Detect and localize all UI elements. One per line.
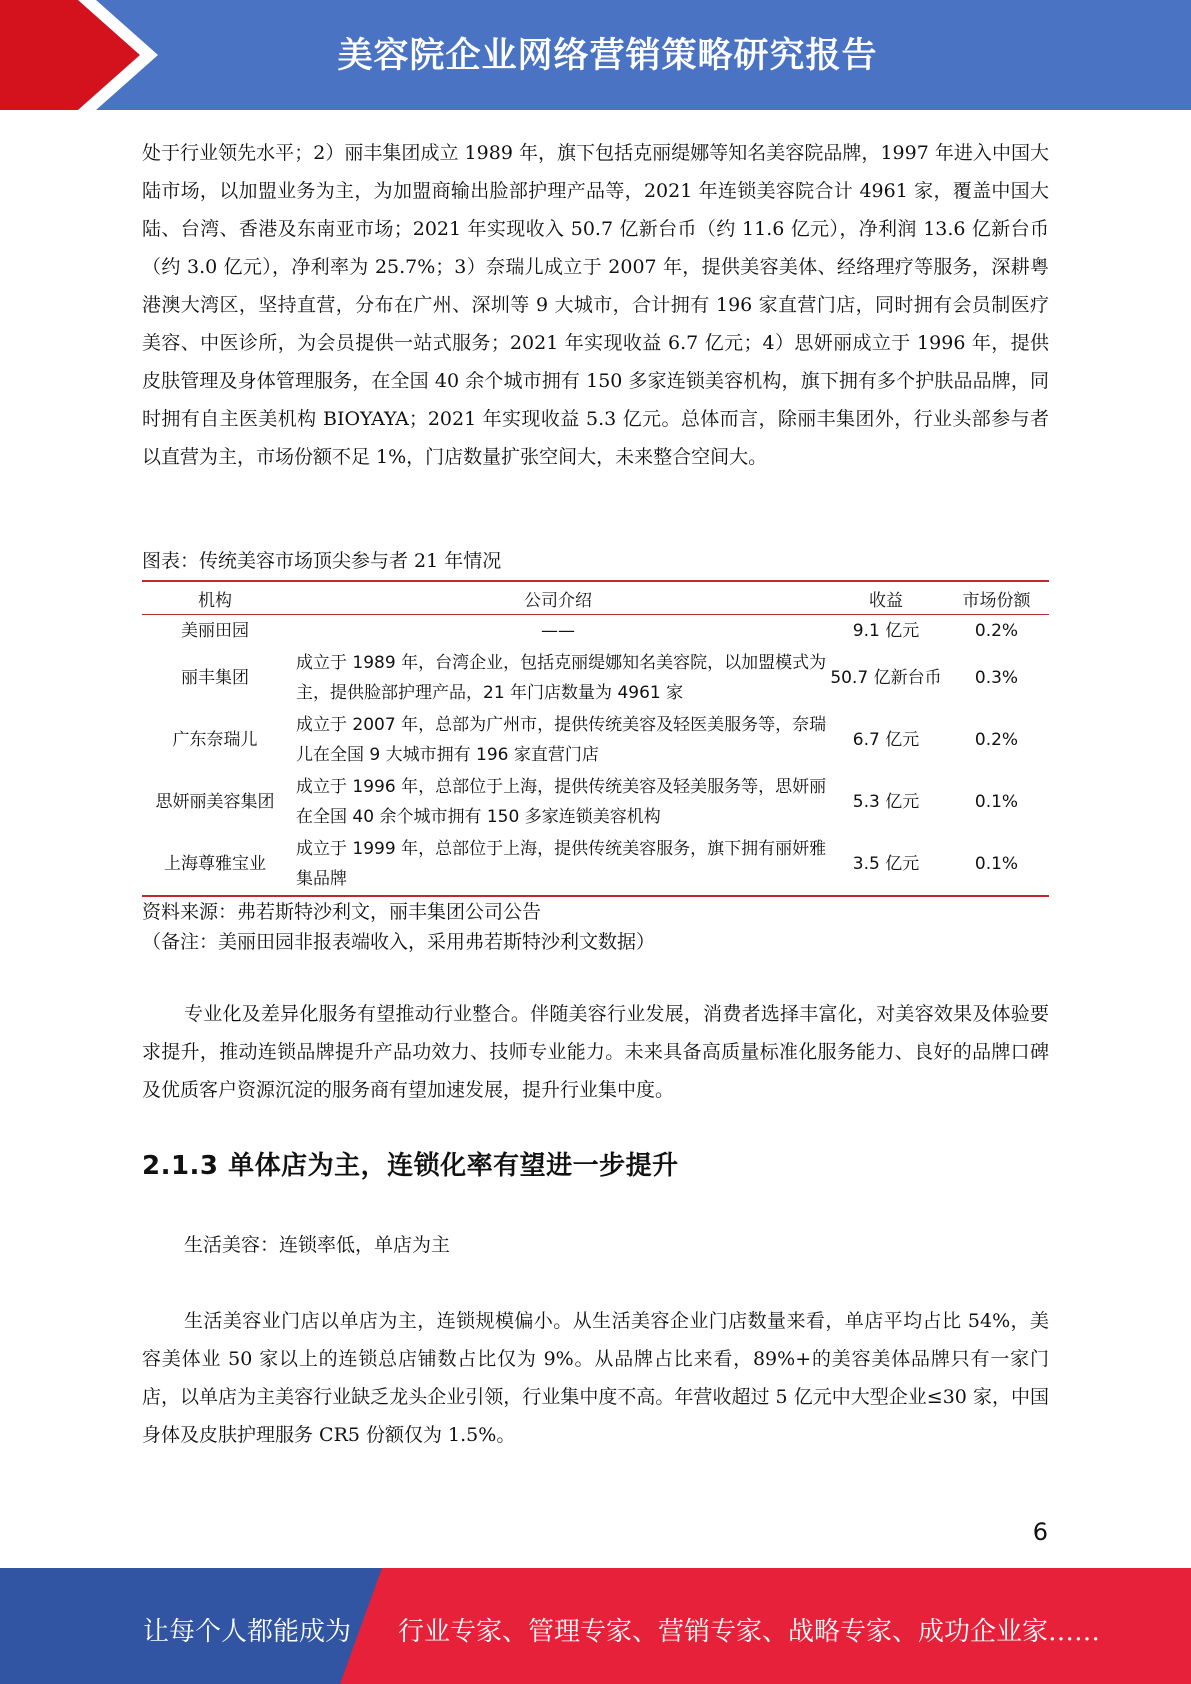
remark-note: （备注：美丽田园非报表端收入，采用弗若斯特沙利文数据） <box>142 931 656 953</box>
col-header-revenue: 收益 <box>828 581 944 615</box>
cell-intro: 成立于 1989 年，台湾企业，包括克丽缇娜知名美容院，以加盟模式为主，提供脸部护理产品，21 年门店数量为 4961 家 <box>296 653 827 703</box>
table-caption: 图表：传统美容市场顶尖参与者 21 年情况 <box>142 550 502 572</box>
table-row <box>142 709 1049 771</box>
cell-intro: —— <box>541 621 575 641</box>
paragraph-3: 生活美容业门店以单店为主，连锁规模偏小。从生活美容企业门店数量来看，单店平均占比 54%，美容美体业 50 家以上的连锁总店铺数占比仅为 9%。从品牌占比来看，89%+的美容美体品牌只有一家门店，以单店为主美容行业缺乏龙头企业引领，行业集中度不高。年营收超过 5 亿元中大型企业≤30 家，中国身体及皮肤护理服务 CR5 份额仅为 1.5%。 <box>142 1310 1049 1446</box>
page-footer <box>0 1568 1191 1684</box>
table-row <box>142 833 1049 896</box>
sub-heading: 生活美容：连锁率低，单店为主 <box>184 1234 451 1256</box>
cell-share: 0.1% <box>944 833 1049 896</box>
table-header-row <box>142 581 1049 615</box>
page-number: 6 <box>1032 1518 1048 1546</box>
cell-org: 丽丰集团 <box>181 668 249 688</box>
cell-intro: 成立于 2007 年，总部为广州市，提供传统美容及轻医美服务等，奈瑞儿在全国 9 大城市拥有 196 家直营门店 <box>296 715 827 765</box>
report-title: 美容院企业网络营销策略研究报告 <box>337 36 878 76</box>
cell-revenue: 3.5 亿元 <box>828 833 944 896</box>
cell-share: 0.2% <box>974 730 1019 750</box>
table-row <box>142 771 1049 833</box>
footer-slogan-right: 行业专家、管理专家、营销专家、战略专家、成功企业家…… <box>398 1617 1101 1647</box>
cell-revenue: 9.1 亿元 <box>852 621 920 641</box>
cell-org: 思妍丽美容集团 <box>155 792 275 812</box>
cell-share: 0.1% <box>974 792 1019 812</box>
table-row <box>142 647 1049 709</box>
paragraph-2: 专业化及差异化服务有望推动行业整合。伴随美容行业发展，消费者选择丰富化，对美容效果及体验要求提升，推动连锁品牌提升产品功效力、技师专业能力。未来具备高质量标准化服务能力、良好的品牌口碑及优质客户资源沉淀的服务商有望加速发展，提升行业集中度。 <box>142 1003 1049 1101</box>
table-row <box>142 615 1049 648</box>
section-heading: 2.1.3 单体店为主，连锁化率有望进一步提升 <box>142 1151 679 1181</box>
paragraph-3-section <box>142 1302 1049 1454</box>
footer-slogan-left: 让每个人都能成为 <box>143 1617 352 1647</box>
intro-section <box>142 134 1049 476</box>
paragraph-2-section <box>142 995 1049 1109</box>
col-header-org: 机构 <box>142 581 288 615</box>
cell-share: 0.3% <box>974 668 1019 688</box>
page-header <box>0 0 1191 110</box>
cell-org: 广东奈瑞儿 <box>172 730 258 750</box>
cell-intro: 成立于 1996 年，总部位于上海，提供传统美容及轻美服务等，思妍丽在全国 40 余个城市拥有 150 多家连锁美容机构 <box>296 777 827 827</box>
source-note: 资料来源：弗若斯特沙利文，丽丰集团公司公告 <box>142 901 542 923</box>
intro-paragraph: 处于行业领先水平；2）丽丰集团成立 1989 年，旗下包括克丽缇娜等知名美容院品牌，1997 年进入中国大陆市场，以加盟业务为主，为加盟商输出脸部护理产品等，2021 年连锁美容院合计 4961 家，覆盖中国大陆、台湾、香港及东南亚市场；2021 年实现收入 50.7 亿新台币（约 11.6 亿元），净利润 13.6 亿新台币（约 3.0 亿元），净利率为 25.7%；3）奈瑞儿成立于 2007 年，提供美容美体、经络理疗等服务，深耕粤港澳大湾区，坚持直营，分布在广州、深圳等 9 大城市，合计拥有 196 家直营门店，同时拥有会员制医疗美容、中医诊所，为会员提供一站式服务；2021 年实现收益 6.7 亿元；4）思妍丽成立于 1996 年，提供皮肤管理及身体管理服务，在全国 40 余个城市拥有 150 多家连锁美容机构，旗下拥有多个护肤品品牌，同时拥有自主医美机构 BIOYAYA；2021 年实现收益 5.3 亿元。总体而言，除丽丰集团外，行业头部参与者以直营为主，市场份额不足 1%，门店数量扩张空间大，未来整合空间大。 <box>142 142 1049 468</box>
participants-table <box>142 580 1049 897</box>
col-header-share: 市场份额 <box>944 581 1049 615</box>
sub-heading-section <box>142 1226 1049 1264</box>
cell-share: 0.2% <box>974 621 1019 641</box>
table-wrapper <box>142 580 1049 957</box>
cell-revenue: 5.3 亿元 <box>852 792 920 812</box>
cell-org: 上海尊雅宝业 <box>142 833 288 896</box>
cell-intro: 成立于 1999 年，总部位于上海，提供传统美容服务，旗下拥有丽妍雅集品牌 <box>288 833 828 896</box>
cell-revenue: 50.7 亿新台币 <box>830 668 942 688</box>
col-header-intro: 公司介绍 <box>288 581 828 615</box>
cell-revenue: 6.7 亿元 <box>852 730 920 750</box>
cell-org: 美丽田园 <box>181 621 249 641</box>
